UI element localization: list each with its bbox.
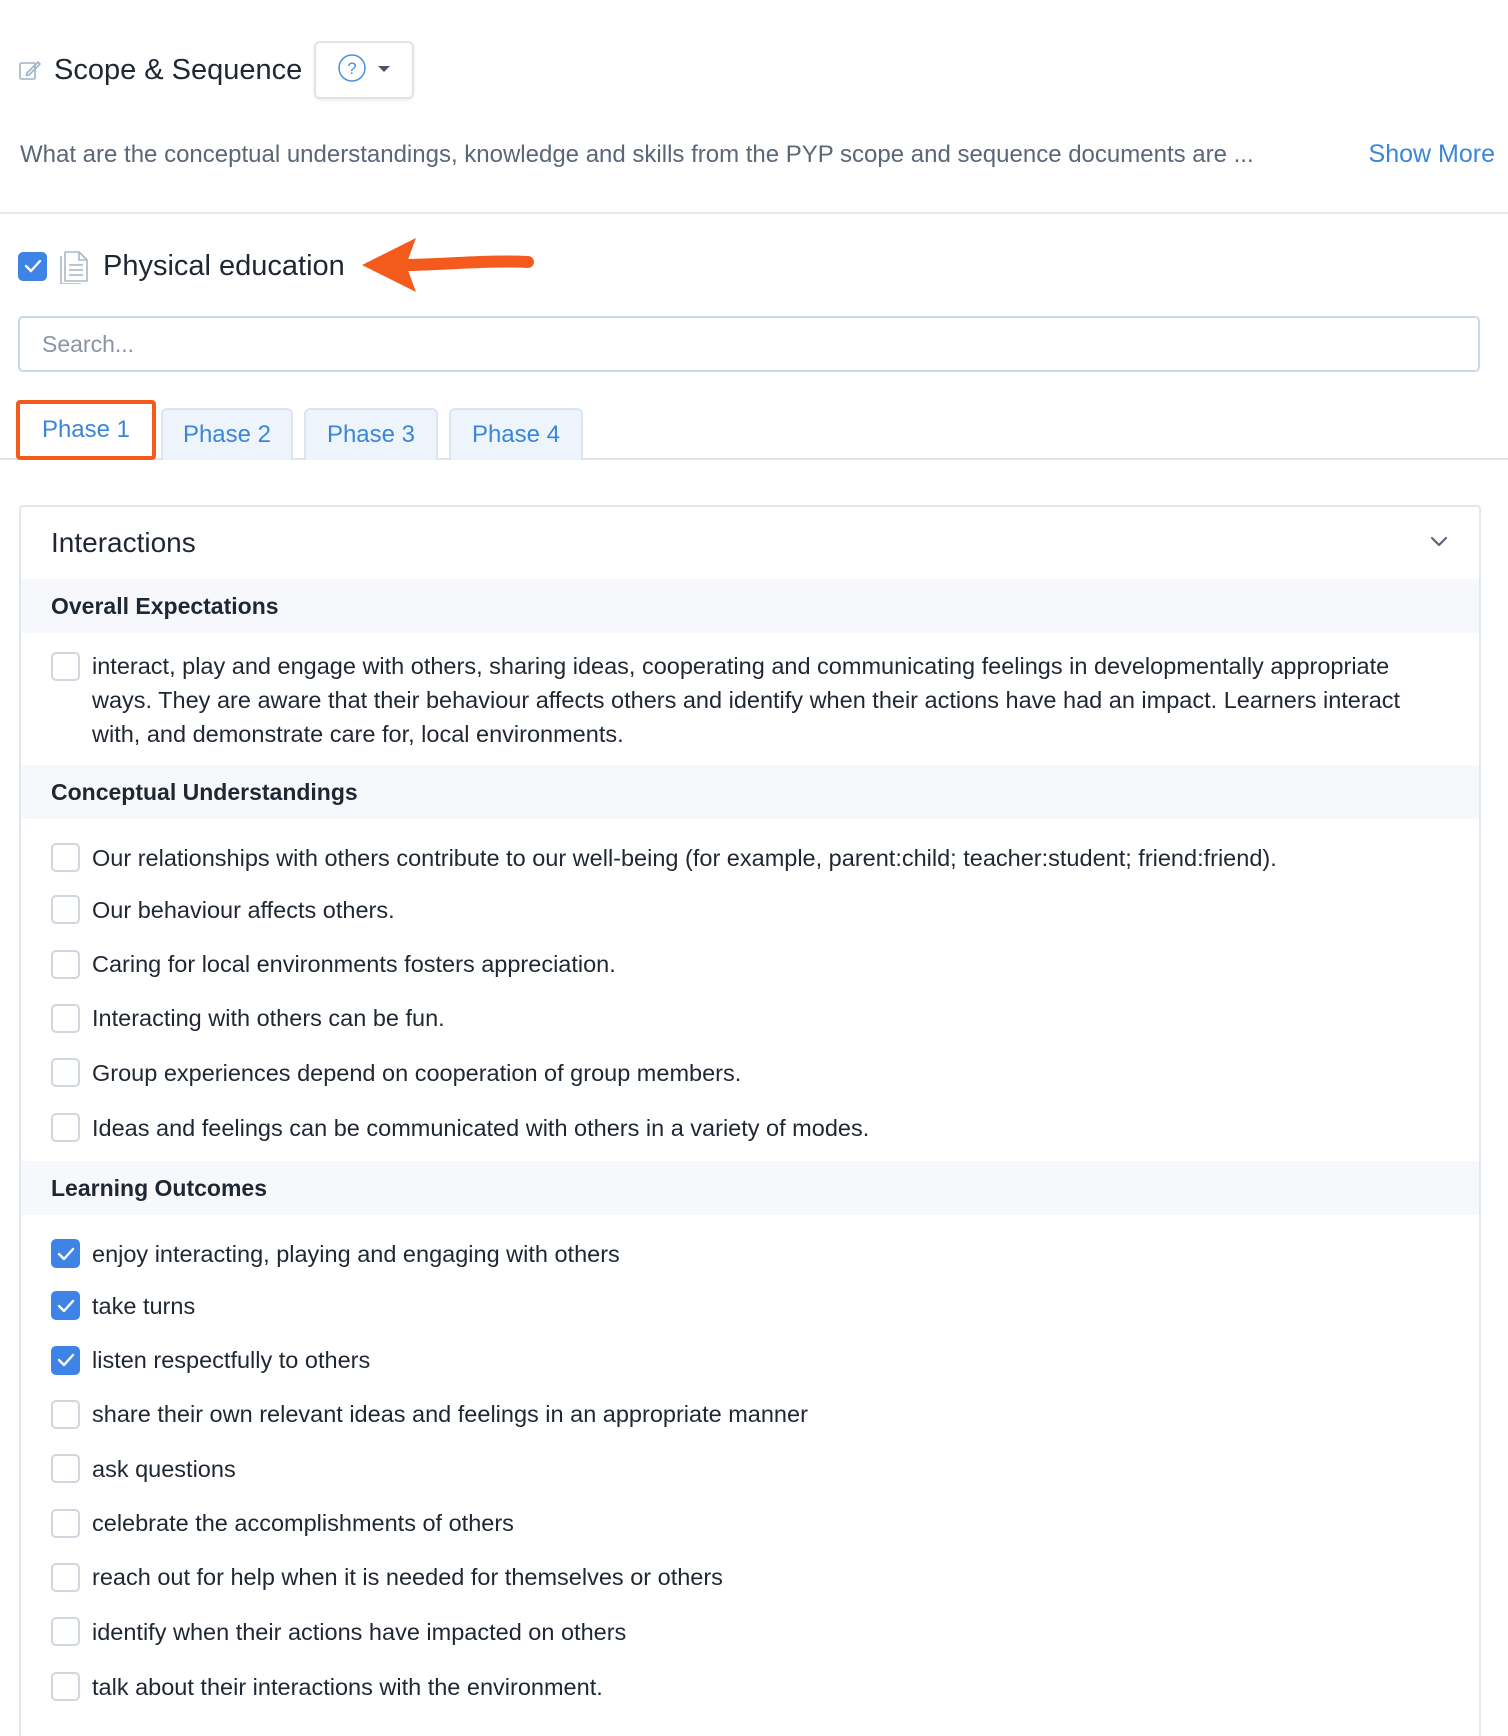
list-item[interactable] [21,1229,1479,1278]
list-item[interactable] [21,1550,1479,1604]
item-checkbox[interactable] [51,1563,80,1592]
list-item[interactable] [21,649,1479,751]
list-item[interactable] [21,1100,1479,1155]
item-checkbox[interactable] [51,652,80,681]
item-checkbox[interactable] [51,1004,80,1033]
chevron-down-icon[interactable] [1429,534,1449,553]
list-item[interactable] [21,1441,1479,1496]
item-label: Our relationships with others contribute to our well-being (for example, parent:child; teacher:student; friend:friend). [92,844,1277,871]
annotation-arrow-icon [358,232,536,298]
document-icon [59,247,93,285]
item-checkbox[interactable] [51,1509,80,1538]
item-label: celebrate the accomplishments of others [92,1510,514,1536]
tab-phase-1[interactable]: Phase 1 [16,400,156,460]
item-label: reach out for help when it is needed for themselves or others [92,1564,723,1590]
list-item[interactable] [21,1496,1479,1550]
tab-phase-3[interactable]: Phase 3 [304,408,438,460]
description-text: What are the conceptual understandings, knowledge and skills from the PYP scope and sequence documents are ... [20,140,1254,168]
item-checkbox[interactable] [51,895,80,924]
item-checkbox[interactable] [51,950,80,979]
list-item[interactable] [21,1333,1479,1387]
section-heading-overall-expectations: Overall Expectations [21,579,1479,633]
item-checkbox[interactable] [51,1672,80,1701]
svg-text:?: ? [347,58,358,78]
item-checkbox[interactable] [51,843,80,872]
list-item[interactable] [21,882,1479,937]
item-label: listen respectfully to others [92,1347,371,1373]
list-item[interactable] [21,1278,1479,1333]
tab-phase-4[interactable]: Phase 4 [449,408,583,460]
subject-name: Physical education [103,249,345,282]
list-item[interactable] [21,1387,1479,1441]
title-row [18,40,414,100]
tab-phase-2[interactable]: Phase 2 [161,408,293,460]
phase-tabs [0,406,1508,460]
item-label: ask questions [92,1455,236,1482]
item-checkbox[interactable] [51,1346,80,1375]
scope-sequence-header [0,0,1508,214]
list-item[interactable] [21,833,1479,882]
list-item[interactable] [21,1659,1479,1714]
item-label: Our behaviour affects others. [92,896,395,923]
item-checkbox[interactable] [51,1400,80,1429]
list-item[interactable] [21,991,1479,1045]
item-label: enjoy interacting, playing and engaging with others [92,1240,620,1267]
page-title: Scope & Sequence [54,53,303,86]
subject-checkbox[interactable] [18,252,47,281]
section-heading-conceptual-understandings: Conceptual Understandings [21,765,1479,819]
item-checkbox[interactable] [51,1113,80,1142]
subject-row [18,246,345,286]
caret-down-icon [377,61,391,79]
item-checkbox[interactable] [51,1239,80,1268]
description-row [20,140,1495,169]
item-checkbox[interactable] [51,1617,80,1646]
item-checkbox[interactable] [51,1058,80,1087]
item-label: talk about their interactions with the environment. [92,1673,603,1700]
panel-header[interactable] [21,507,1479,579]
interactions-panel [19,505,1481,1736]
item-label: Caring for local environments fosters appreciation. [92,951,616,977]
list-item[interactable] [21,1604,1479,1659]
edit-icon[interactable] [18,57,44,83]
item-label: interact, play and engage with others, sharing ideas, cooperating and communicating feelings in developmentally appropriate ways. They are aware that their behaviour affects others and identify when their actions have had an impact. Learners interact with, and demonstrate care for, local environments. [92,653,1401,747]
list-item[interactable] [21,1045,1479,1100]
section-heading-learning-outcomes: Learning Outcomes [21,1161,1479,1215]
help-dropdown-button[interactable] [314,41,414,99]
panel-title: Interactions [51,527,196,558]
question-circle-icon [337,53,367,88]
item-label: Ideas and feelings can be communicated with others in a variety of modes. [92,1114,870,1141]
show-more-link[interactable]: Show More [1368,140,1495,168]
item-label: Interacting with others can be fun. [92,1005,445,1031]
list-item[interactable] [21,937,1479,991]
search-input[interactable] [18,316,1480,372]
item-label: Group experiences depend on cooperation of group members. [92,1059,742,1086]
item-checkbox[interactable] [51,1454,80,1483]
item-label: identify when their actions have impacted on others [92,1618,627,1645]
item-checkbox[interactable] [51,1291,80,1320]
item-label: take turns [92,1292,196,1319]
item-label: share their own relevant ideas and feelings in an appropriate manner [92,1401,808,1427]
